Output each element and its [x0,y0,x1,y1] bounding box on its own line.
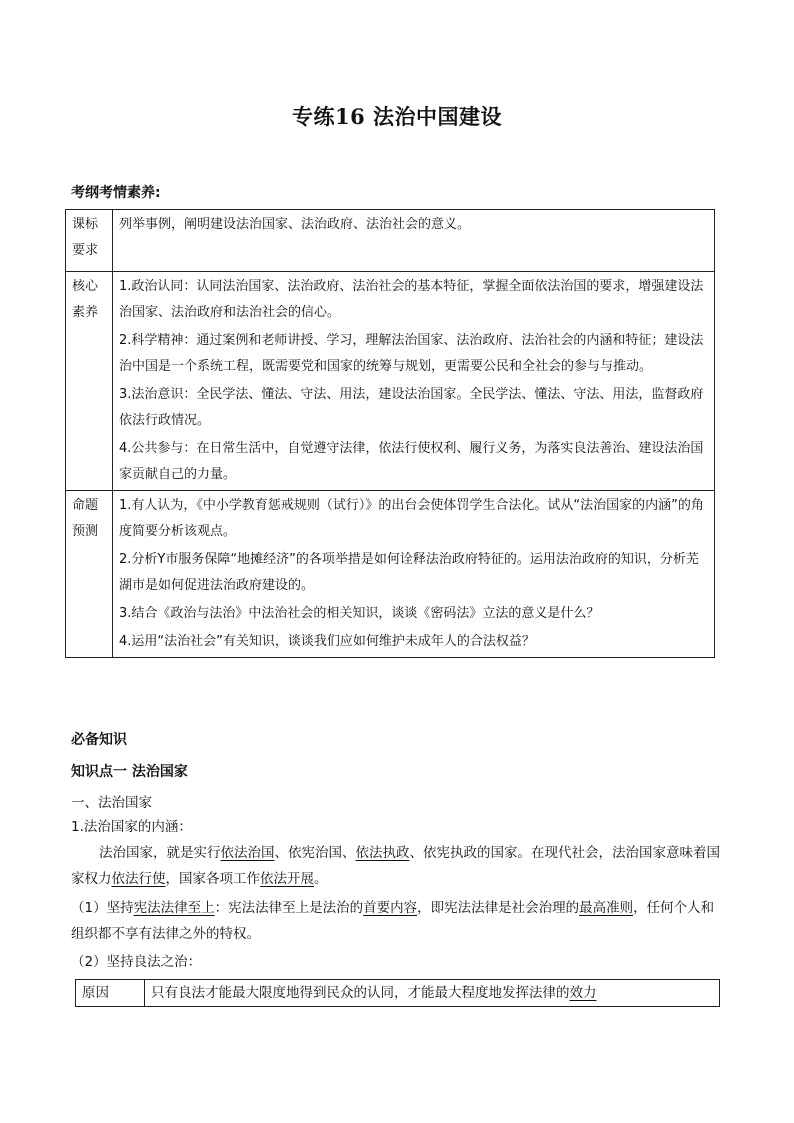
text-span: 法治国家，就是实行 [99,845,221,861]
table-row [66,210,715,272]
row-label-curriculum: 课标要求 [66,210,113,272]
list-item: 3.结合《政治与法治》中法治社会的相关知识，谈谈《密码法》立法的意义是什么？ [119,606,600,621]
outline-heading: 考纲考情素养: [71,185,161,201]
reason-text-cell [145,980,720,1007]
table-row [76,980,720,1007]
underlined-term: 首要内容 [363,900,418,916]
list-item: 1.政治认同：认同法治国家、法治政府、法治社会的基本特征，掌握全面依法治国的要求，增强建设法治国家、法治政府和法治社会的信心。 [119,279,704,320]
list-item: 3.法治意识：全民学法、懂法、守法、用法，建设法治国家。全民学法、懂法、守法、用法，监督政府依法行政情况。 [119,387,704,428]
text-span: 只有良法才能最大限度地得到民众的认同，才能最大程度地发挥法律的 [151,985,570,1001]
definition-paragraph [71,840,721,892]
text-span: 、依宪治国、 [274,845,356,861]
point-1-paragraph [71,895,721,947]
text-span: （1）坚持 [71,900,134,916]
list-item: 2.分析Y市服务保障“地摊经济”的各项举措是如何诠释法治政府特征的。运用法治政府的知识，分析芜湖市是如何促进法治政府建设的。 [119,552,699,593]
subsection-heading: 1.法治国家的内涵： [71,819,192,835]
underlined-term: 依法治国 [220,845,275,861]
row-label-prediction: 命题预测 [66,491,113,658]
reason-label: 原因 [76,980,145,1007]
core-literacy-cell [113,272,715,491]
essential-knowledge-heading: 必备知识 [71,732,127,748]
text-span: ：宪法法律至上是法治的 [214,900,364,916]
underlined-term: 依法行使 [111,871,166,887]
point-2-heading: （2）坚持良法之治： [71,954,202,970]
section-heading: 一、法治国家 [71,795,152,811]
list-item: 4.公共参与：在日常生活中，自觉遵守法律，依法行使权利、履行义务，为落实良法善治、建设法治国家贡献自己的力量。 [119,441,704,482]
reason-table [75,979,720,1007]
text-span: ，国家各项工作 [165,871,260,887]
list-item: 2.科学精神：通过案例和老师讲授、学习，理解法治国家、法治政府、法治社会的内涵和特征；建设法治中国是一个系统工程，既需要党和国家的统筹与规划，更需要公民和全社会的参与与推动。 [119,333,704,374]
outline-table [65,209,715,658]
row-label-core-literacy: 核心素养 [66,272,113,491]
underlined-term: 依法执政 [355,845,410,861]
list-item: 1.有人认为，《中小学教育惩戒规则（试行）》的出台会使体罚学生合法化。试从“法治国家的内涵”的角度简要分析该观点。 [119,498,704,539]
underlined-term: 最高准则 [579,900,634,916]
text-span: ，任何个人和组织都不享有法律之外的特权。 [71,900,715,942]
page-title: 专练16 法治中国建设 [291,104,503,129]
table-row [66,491,715,658]
underlined-term: 宪法法律至上 [133,900,215,916]
table-row [66,272,715,491]
curriculum-requirement-text: 列举事例，阐明建设法治国家、法治政府、法治社会的意义。 [113,210,715,272]
knowledge-point-heading: 知识点一 法治国家 [71,764,188,780]
underlined-term: 依法开展 [260,871,314,887]
text-span: 、依宪执政的国家。在现代社会，法治国家意味着国家权力 [71,845,720,887]
text-span: 。 [314,871,328,887]
prediction-cell [113,491,715,658]
text-span: ，即宪法法律是社会治理的 [417,900,580,916]
list-item: 4.运用“法治社会”有关知识，谈谈我们应如何维护未成年人的合法权益？ [119,634,535,649]
underlined-term: 效力 [569,985,597,1001]
